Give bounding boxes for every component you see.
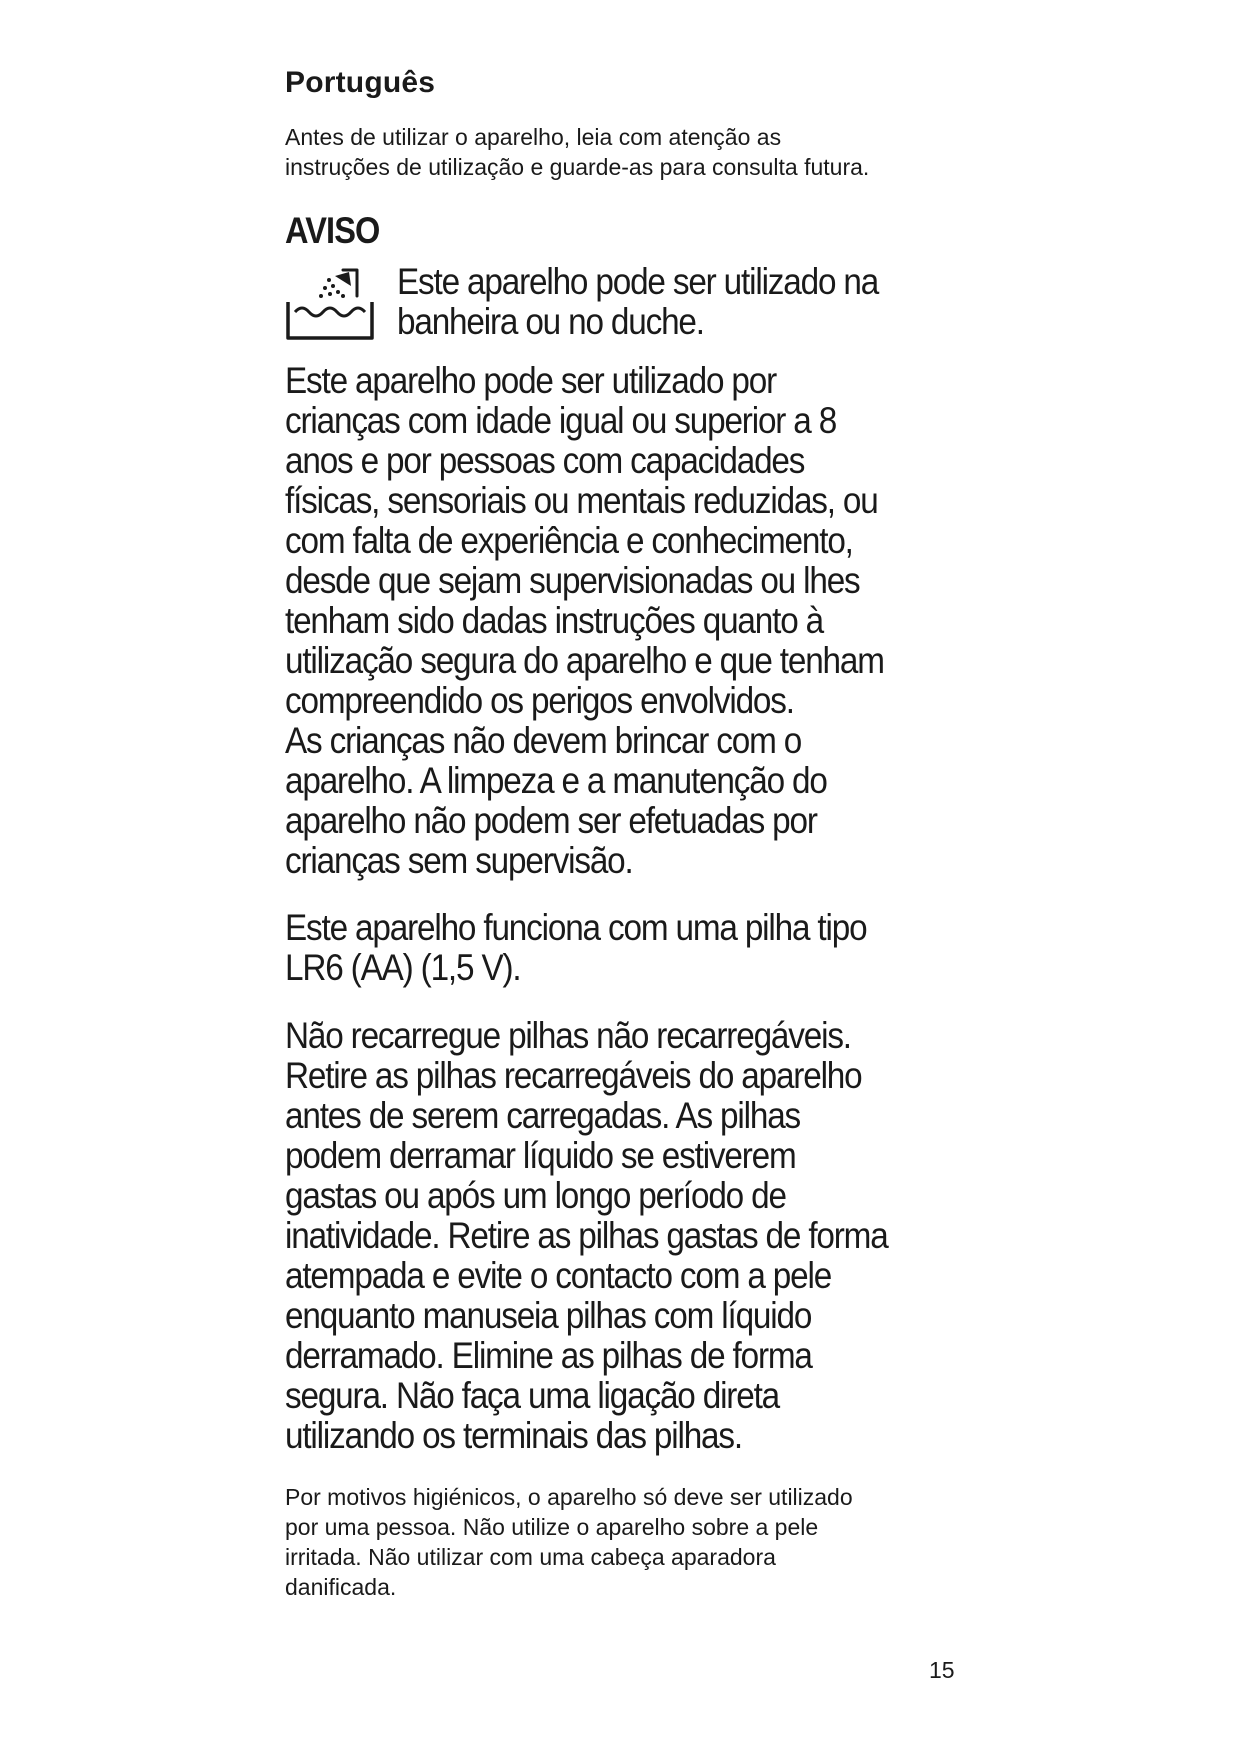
battery-safety-paragraph: Não recarregue pilhas não recarregáveis. Retire as pilhas recarregáveis do aparelho antes de serem carregadas. As pilhas podem derramar líquido se estiverem gastas ou após um longo período de inatividade. Retire as pilhas gastas de forma atempada e evite o contacto com a pele enquanto manuseia pilhas com líquido derramado. Elimine as pilhas de forma segura. Não faça uma ligação direta utilizando os terminais das pilhas. [285, 1015, 888, 1456]
hygiene-paragraph: Por motivos higiénicos, o aparelho só deve ser utilizado por uma pessoa. Não utilize o aparelho sobre a pele irritada. Não utilizar com uma cabeça aparadora danificada. [285, 1484, 853, 1600]
bath-shower-icon [285, 266, 375, 342]
page-number: 15 [929, 1657, 955, 1683]
children-supervision-paragraph: Este aparelho pode ser utilizado por crianças com idade igual ou superior a 8 anos e por pessoas com capacidades físicas, sensoriais ou mentais reduzidas, ou com falta de experiência e conhecimento, desde que sejam supervisionadas ou lhes tenham sido dadas instruções quanto à utilização segura do aparelho e que tenham compreendido os perigos envolvidos. As crianças não devem brincar com o aparelho. A limpeza e a manutenção do aparelho não podem ser efetuadas por crianças sem supervisão. [285, 360, 884, 881]
warning-heading: AVISO [285, 210, 380, 251]
battery-type-paragraph: Este aparelho funciona com uma pilha tipo LR6 (AA) (1,5 V). [285, 907, 867, 988]
intro-text: Antes de utilizar o aparelho, leia com atenção as instruções de utilização e guarde-as para consulta futura. [285, 124, 870, 180]
bath-warning-text: Este aparelho pode ser utilizado na banheira ou no duche. [397, 261, 879, 342]
language-heading: Português [285, 66, 436, 99]
